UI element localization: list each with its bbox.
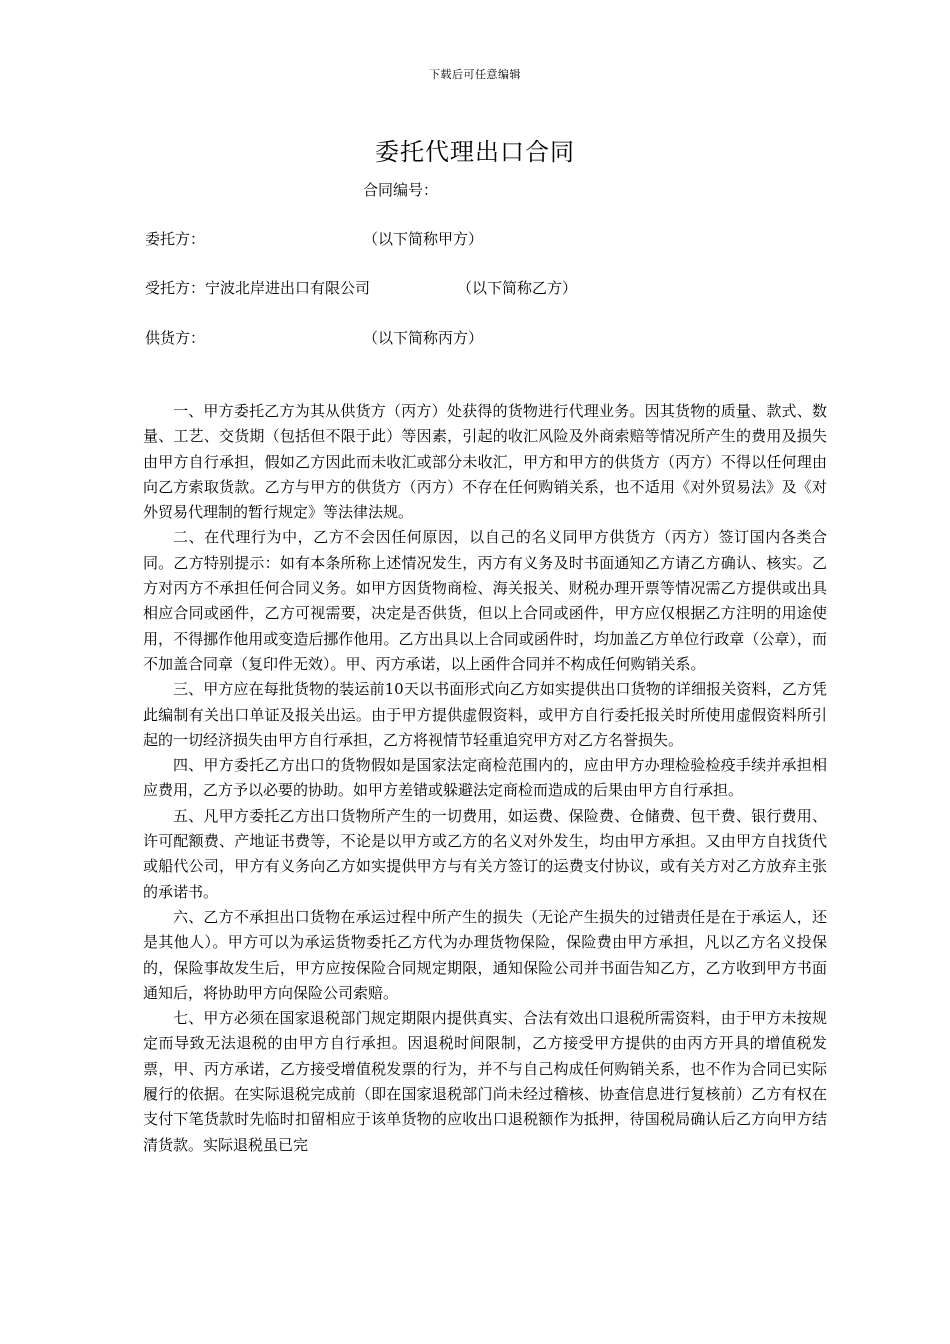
clause-2: 二、在代理行为中，乙方不会因任何原因，以自己的名义同甲方供货方（丙方）签订国内各类合同。乙方特别提示：如有本条所称上述情况发生，丙方有义务及时书面通知乙方请乙方确认、核实。乙方对丙方不承担任何合同义务。如甲方因货物商检、海关报关、财税办理开票等情况需乙方提供或出具相应合同或函件，乙方可视需要，决定是否供货，但以上合同或函件，甲方应仅根据乙方注明的用途使用，不得挪作他用或变造后挪作他用。乙方出具以上合同或函件时，均加盖乙方单位行政章（公章），而不加盖合同章（复印件无效）。甲、丙方承诺，以上函件合同并不构成任何购销关系。 xyxy=(143,528,827,673)
clause-6: 六、乙方不承担出口货物在承运过程中所产生的损失（无论产生损失的过错责任是在于承运人，还是其他人）。甲方可以为承运货物委托乙方代为办理货物保险，保险费由甲方承担，凡以乙方名义投保的，保险事故发生后，甲方应按保险合同规定期限，通知保险公司并书面告知乙方，乙方收到甲方书面通知后，将协助甲方向保险公司索赔。 xyxy=(143,907,827,1002)
party-label: 受托方：宁波北岸进出口有限公司 xyxy=(145,279,371,297)
contract-clauses xyxy=(143,399,827,1158)
party-entrusting xyxy=(145,228,484,249)
contract-number-label: 合同编号： xyxy=(363,181,439,199)
clause-3: 三、甲方应在每批货物的装运前10天以书面形式向乙方如实提供出口货物的详细报关资料，乙方凭此编制有关出口单证及报关出运。由于甲方提供虚假资料，或甲方自行委托报关时所使用虚假资料所引起的一切经济损失由甲方自行承担，乙方将视情节轻重追究甲方对乙方名誉损失。 xyxy=(143,680,827,749)
clause-1: 一、甲方委托乙方为其从供货方（丙方）处获得的货物进行代理业务。因其货物的质量、款式、数量、工艺、交货期（包括但不限于此）等因素，引起的收汇风险及外商索赔等情况所产生的费用及损失由甲方自行承担，假如乙方因此而未收汇或部分未收汇，甲方和甲方的供货方（丙方）不得以任何理由向乙方索取货款。乙方与甲方的供货方（丙方）不存在任何购销关系，也不适用《对外贸易法》及《对外贸易代理制的暂行规定》等法律法规。 xyxy=(143,402,827,522)
clause-5: 五、凡甲方委托乙方出口货物所产生的一切费用，如运费、保险费、仓储费、包干费、银行费用、许可配额费、产地证书费等，不论是以甲方或乙方的名义对外发生，均由甲方承担。又由甲方自找货代或船代公司，甲方有义务向乙方如实提供甲方与有关方签订的运费支付协议，或有关方对乙方放弃主张的承诺书。 xyxy=(143,806,827,901)
party-label: 委托方： xyxy=(145,230,206,248)
page-header-note: 下载后可任意编辑 xyxy=(429,68,521,81)
party-supplier xyxy=(145,327,484,348)
party-abbreviation-note: （以下简称丙方） xyxy=(363,329,484,347)
party-abbreviation-note: （以下简称乙方） xyxy=(457,279,578,297)
document-title: 委托代理出口合同 xyxy=(375,138,575,166)
party-abbreviation-note: （以下简称甲方） xyxy=(363,230,484,248)
clause-4: 四、甲方委托乙方出口的货物假如是国家法定商检范围内的，应由甲方办理检验检疫手续并承担相应费用，乙方予以必要的协助。如甲方差错或躲避法定商检而造成的后果由甲方自行承担。 xyxy=(143,756,827,800)
party-agent xyxy=(145,277,578,298)
party-label: 供货方： xyxy=(145,329,206,347)
clause-7: 七、甲方必须在国家退税部门规定期限内提供真实、合法有效出口退税所需资料，由于甲方未按规定而导致无法退税的由甲方自行承担。因退税时间限制，乙方接受甲方提供的由丙方开具的增值税发票，甲、丙方承诺，乙方接受增值税发票的行为，并不与自己构成任何购销关系，也不作为合同已实际履行的依据。在实际退税完成前（即在国家退税部门尚未经过稽核、协查信息进行复核前）乙方有权在支付下笔货款时先临时扣留相应于该单货物的应收出口退税额作为抵押，待国税局确认后乙方向甲方结清货款。实际退税虽已完 xyxy=(143,1009,827,1154)
